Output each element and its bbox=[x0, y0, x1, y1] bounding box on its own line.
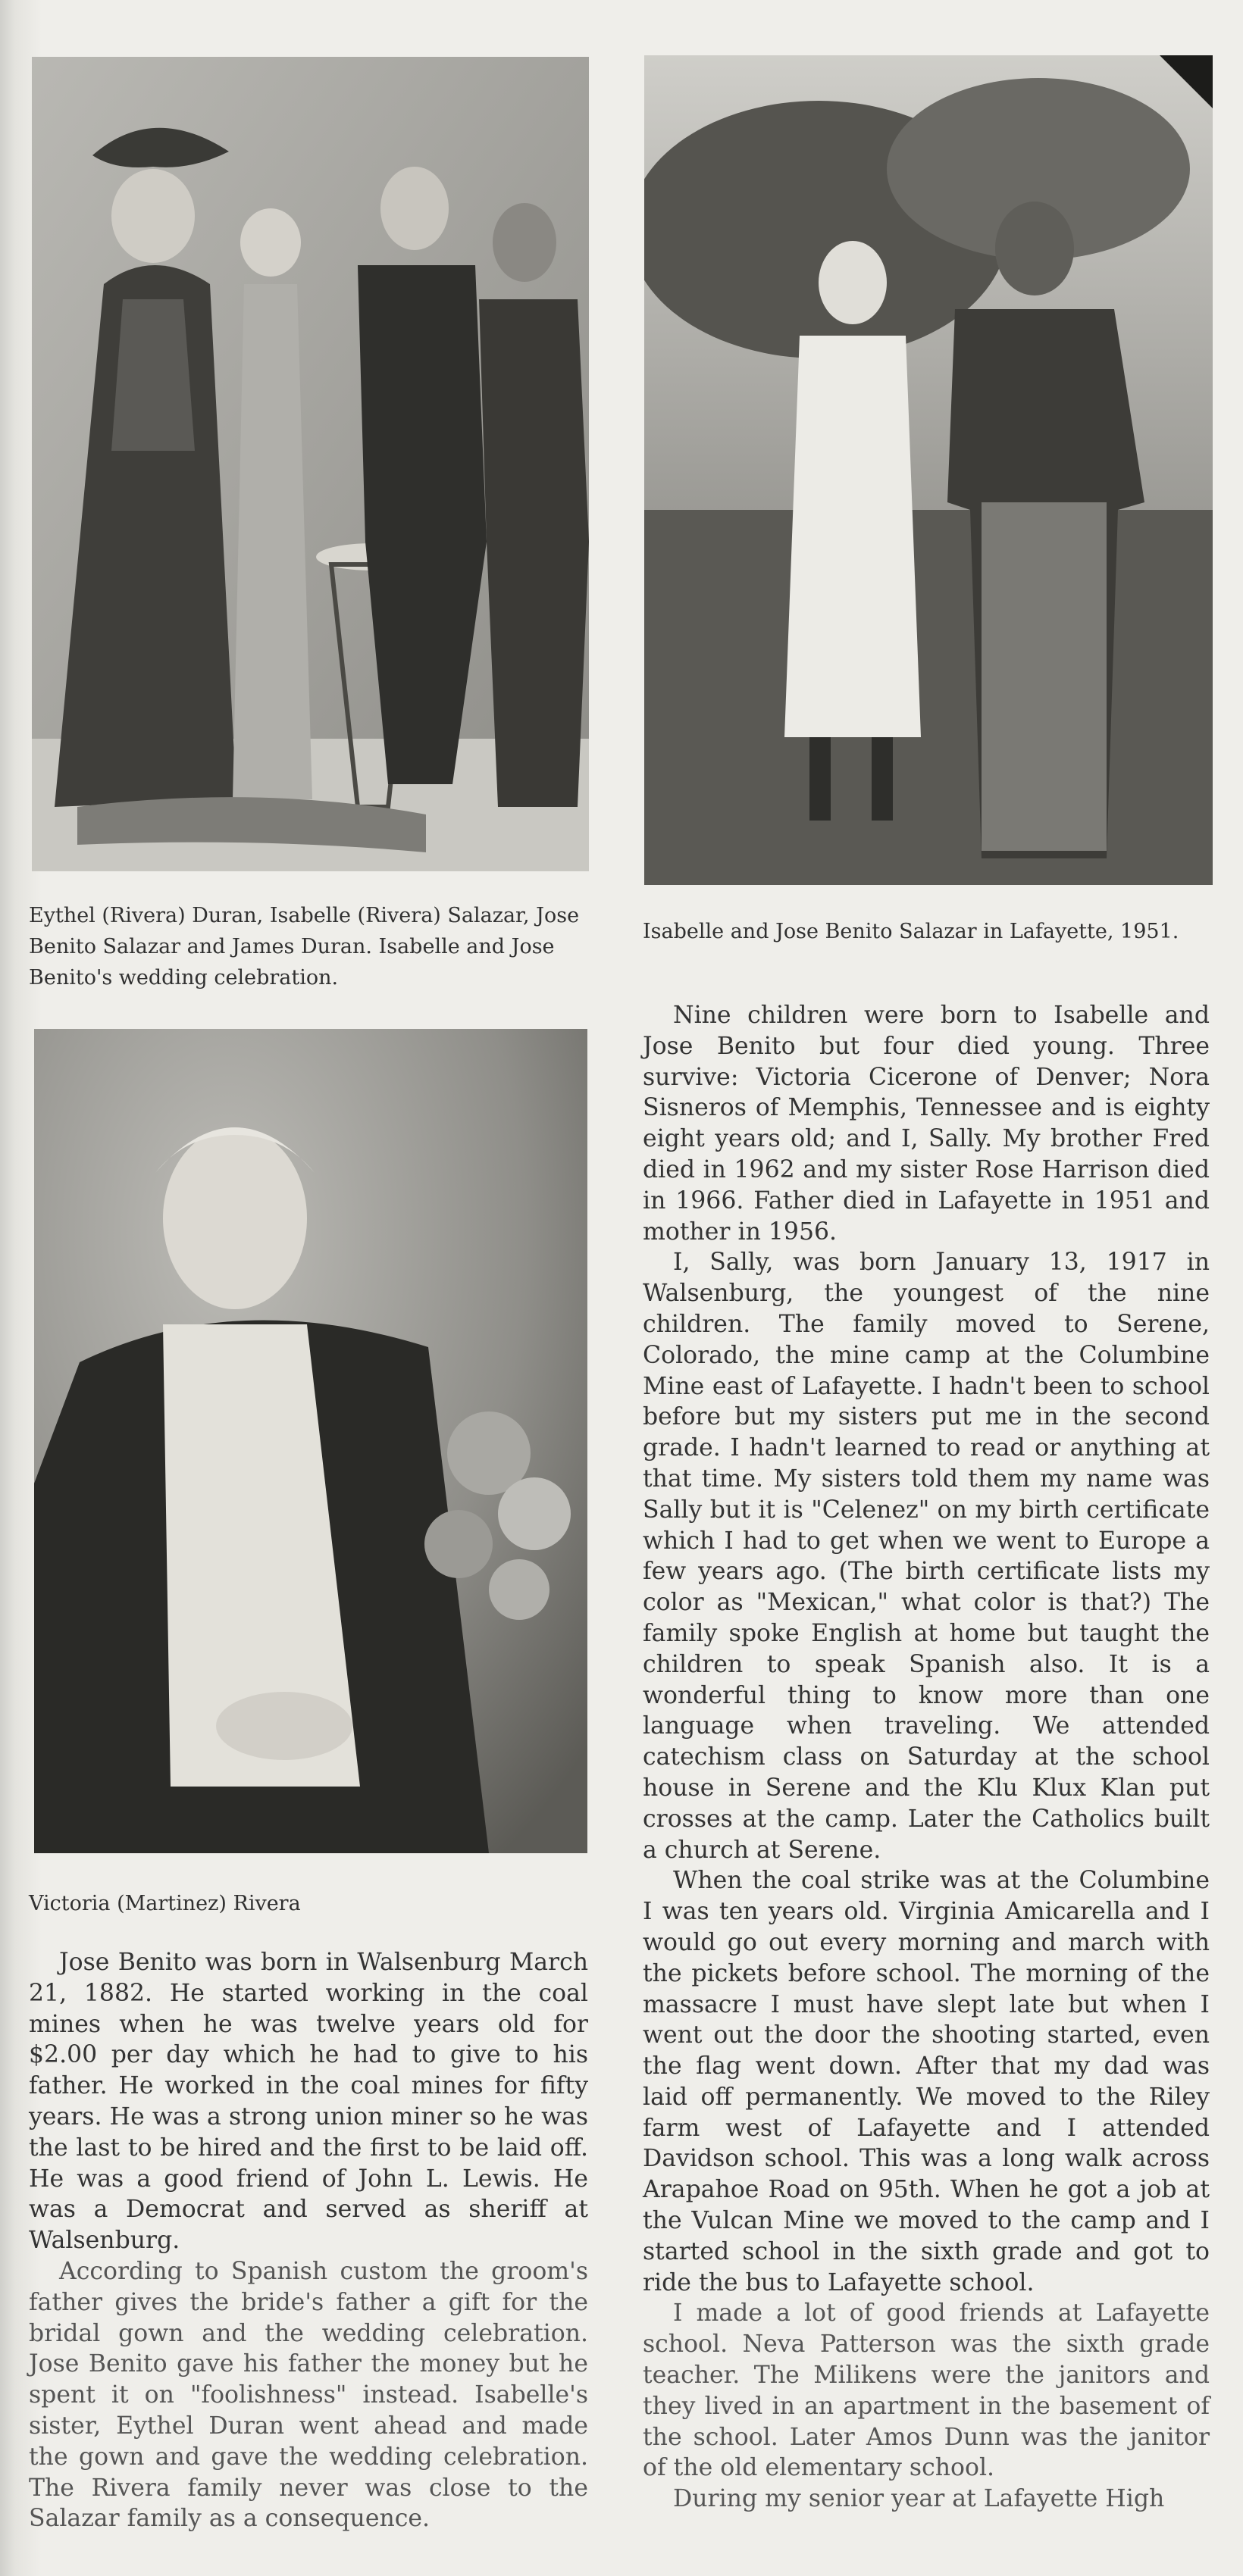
right-paragraph: Nine children were born to Isabelle and Jose Benito but four died young. Three survive: Victoria Cicerone of Denver; Nora Sisneros of Memphis, Tennessee and is eighty eight years old; and I, Sally. My brother Fred died in 1962 and my sister Rose Harrison died in 1966. Father died in Lafayette in 1951 and mother in 1956. bbox=[643, 1002, 1210, 1246]
right-column-text bbox=[643, 1000, 1210, 2515]
right-paragraph: During my senior year at Lafayette High bbox=[673, 2485, 1165, 2513]
couple-photo bbox=[644, 55, 1213, 885]
portrait-photo bbox=[34, 1029, 587, 1853]
left-column-text bbox=[29, 1947, 588, 2534]
left-paragraph: According to Spanish custom the groom's father gives the bride's father a gift for the bridal gown and the wedding celebration. Jose Benito gave his father the money but he spent it on "foolishness" instead. Isabelle's sister, Eythel Duran went ahead and made the gown and gave the wedding celebration. The Rivera family never was close to the Salazar family as a consequence. bbox=[29, 2257, 588, 2533]
wedding-photo bbox=[32, 57, 589, 871]
right-paragraph: I, Sally, was born January 13, 1917 in Walsenburg, the youngest of the nine children. The family moved to Serene, Colorado, the mine camp at the Columbine Mine east of Lafayette. I hadn't been to school before but my sisters put me in the second grade. I hadn't learned to read or anything at that time. My sisters told them my name was Sally but it is "Celenez" on my birth certificate which I had to get when we went to Europe a few years ago. (The birth certificate lists my color as "Mexican," what color is that?) The family spoke English at home but taught the children to speak Spanish also. It is a wonderful thing to know more than one language when traveling. We attended catechism class on Saturday at the school house in Serene and the Klu Klux Klan put crosses at the camp. Later the Catholics built a church at Serene. bbox=[643, 1249, 1210, 1864]
couple-photo-caption: Isabelle and Jose Benito Salazar in Lafayette, 1951. bbox=[643, 920, 1179, 943]
wedding-photo-caption: Eythel (Rivera) Duran, Isabelle (Rivera) Salazar, Jose Benito Salazar and James Duran. Isabelle and Jose Benito's wedding celebration. bbox=[29, 904, 580, 989]
right-paragraph: When the coal strike was at the Columbine I was ten years old. Virginia Amicarella and I would go out every morning and march with the pickets before school. The morning of the massacre I must have slept late but when I went out the door the shooting started, even the flag went down. After that my dad was laid off permanently. We moved to the Riley farm west of Lafayette and I attended Davidson school. This was a long walk across Arapahoe Road on 95th. When he got a job at the Vulcan Mine we moved to the camp and I started school in the sixth grade and got to ride the bus to Lafayette school. bbox=[643, 1867, 1210, 2296]
portrait-photo-caption: Victoria (Martinez) Rivera bbox=[29, 1892, 301, 1915]
left-paragraph: Jose Benito was born in Walsenburg March 21, 1882. He started working in the coal mines when he was twelve years old for $2.00 per day which he had to give to his father. He worked in the coal mines for fifty years. He was a strong union miner so he was the last to be hired and the first to be laid off. He was a good friend of John L. Lewis. He was a Democrat and served as sheriff at Walsenburg. bbox=[29, 1949, 588, 2255]
right-paragraph: I made a lot of good friends at Lafayette school. Neva Patterson was the sixth grade teacher. The Milikens were the janitors and they lived in an apartment in the basement of the school. Later Amos Dunn was the janitor of the old elementary school. bbox=[643, 2299, 1210, 2482]
